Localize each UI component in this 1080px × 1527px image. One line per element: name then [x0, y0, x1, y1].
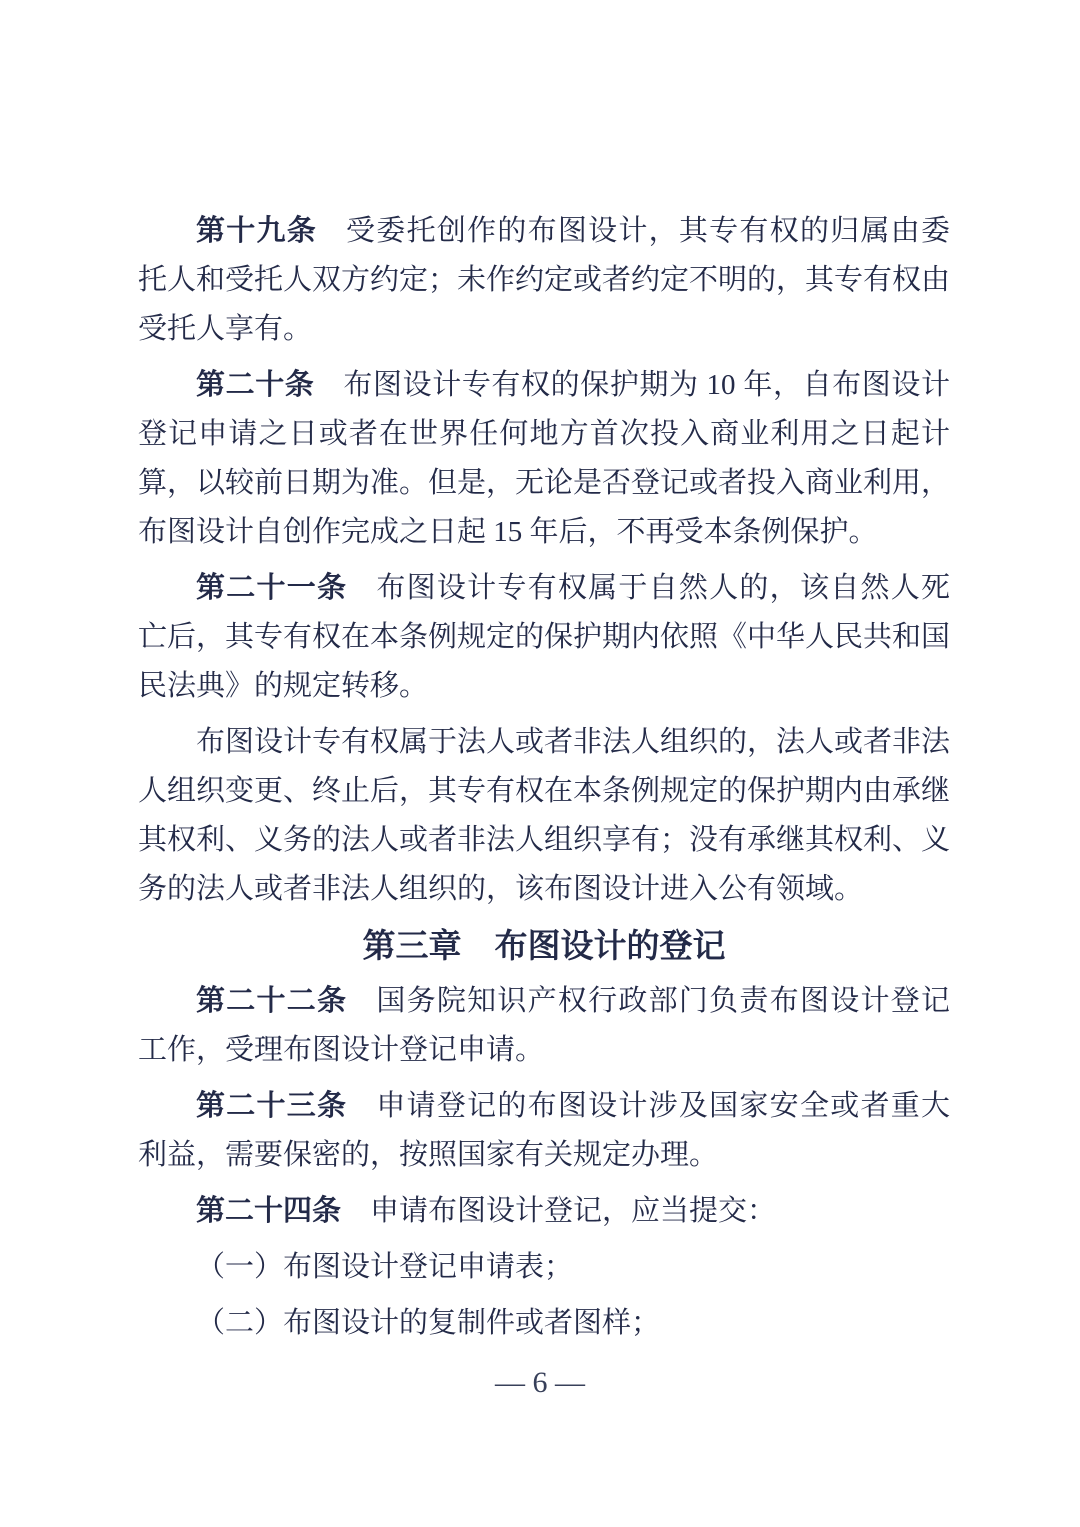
article-24-item-2-text: （二）布图设计的复制件或者图样；	[196, 1307, 661, 1339]
article-19-text: 受委托创作的布图设计，其专有权的归属由委托人和受托人双方约定；未作约定或者约定不明的，其专有权由受托人享有。	[138, 215, 951, 345]
article-20-number: 第二十条	[196, 369, 315, 401]
chapter-3-heading: 第三章 布图设计的登记	[362, 927, 726, 964]
article-21-continuation-text: 布图设计专有权属于法人或者非法人组织的，法人或者非法人组织变更、终止后，其专有权在本条例规定的保护期内由承继其权利、义务的法人或者非法人组织享有；没有承继其权利、义务的法人或者非法人组织的，该布图设计进入公有领域。	[138, 726, 951, 905]
article-24-item-2	[138, 1299, 950, 1348]
article-22-number: 第二十二条	[196, 985, 348, 1017]
article-20-text: 布图设计专有权的保护期为 10 年，自布图设计登记申请之日或者在世界任何地方首次投入商业利用之日起计算，以较前日期为准。但是，无论是否登记或者投入商业利用，布图设计自创作完成之日起 15 年后，不再受本条例保护。	[138, 369, 951, 548]
article-24-item-1-text: （一）布图设计登记申请表；	[196, 1251, 574, 1283]
article-21-text: 布图设计专有权属于自然人的，该自然人死亡后，其专有权在本条例规定的保护期内依照《中华人民共和国民法典》的规定转移。	[138, 572, 951, 702]
article-24-number: 第二十四条	[196, 1195, 342, 1227]
article-24-text: 申请布图设计登记，应当提交：	[370, 1195, 777, 1227]
article-21	[138, 564, 950, 711]
article-23-number: 第二十三条	[196, 1090, 348, 1122]
article-19	[138, 207, 950, 354]
article-24	[138, 1187, 950, 1236]
article-24-item-1	[138, 1243, 950, 1292]
article-20	[138, 361, 950, 557]
article-21-continuation	[138, 718, 950, 914]
article-22-text: 国务院知识产权行政部门负责布图设计登记工作，受理布图设计登记申请。	[138, 985, 950, 1066]
article-22	[138, 977, 950, 1075]
page-number: — 6 —	[495, 1366, 585, 1399]
article-21-number: 第二十一条	[196, 572, 348, 604]
document-content	[138, 200, 950, 1348]
article-19-number: 第十九条	[196, 215, 318, 247]
article-23	[138, 1082, 950, 1180]
article-23-text: 申请登记的布图设计涉及国家安全或者重大利益，需要保密的，按照国家有关规定办理。	[138, 1090, 950, 1171]
